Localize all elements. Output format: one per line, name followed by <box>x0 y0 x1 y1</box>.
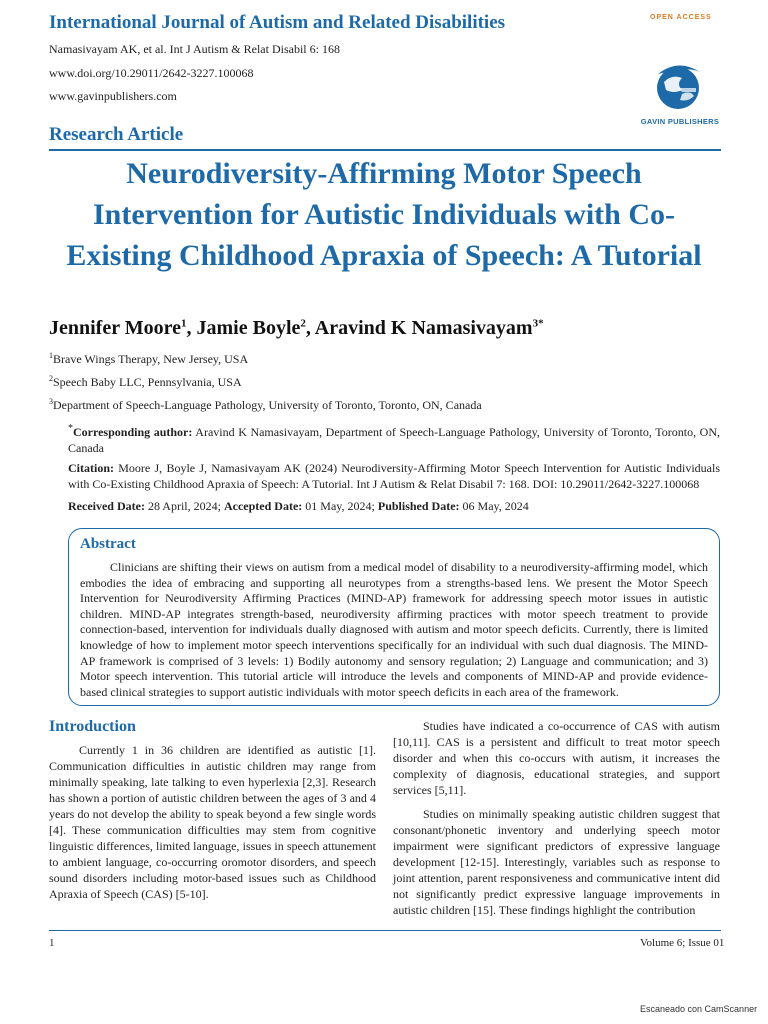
paragraph: Currently 1 in 36 children are identified as autistic [1]. Communication difficulties in autistic children may range from minimally speaking, late talking to even hyperlexia [2,3]. Research has shown a portion of autistic children between the ages of 3 and 4 years do not develop the ability to speak beyond a few single words [4]. These communication difficulties may stem from cognitive linguistic differences, limited language, issues in speech attunement to ambient language, co-occurring oromotor disorders, and speech sound disorders including motor-based issues such as Childhood Apraxia of Speech (CAS) [5-10]. <box>49 743 376 901</box>
author-name: Aravind K Namasivayam <box>314 317 533 339</box>
abstract-text: Clinicians are shifting their views on autism from a medical model of disability to a neurodiversity-affirming model, which embodies the idea of embracing and supporting all neurotypes from a strengths-based lens. We present the Motor Speech Intervention for Neurodiversity Affirming Practices (MIND-AP) framework for addressing speech motor issues in autistic children. MIND-AP integrates strength-based, neurodiversity affirming practices with motor speech treatment to provide connection-based, intervention for individuals dually diagnosed with autism and motor speech deficits. Currently, there is limited knowledge of how to implement motor speech interventions specifically for an individual with such dual diagnosis. The MIND-AP framework is comprised of 3 levels: 1) Bodily autonomy and sensory regulation; 2) Language and communication; and 3) Motor speech intervention. This tutorial article will introduce the levels and components of MIND-AP and provide evidence-based clinical strategies to support autistic individuals with motor speech deficits in each area of the framework. <box>80 560 708 699</box>
affiliation <box>49 397 482 413</box>
article-type: Research Article <box>49 124 184 145</box>
citation-text: Moore J, Boyle J, Namasivayam AK (2024) Neurodiversity-Affirming Motor Speech Intervention for Autistic Individuals with Co-Existing Childhood Apraxia of Speech: A Tutorial. Int J Autism & Relat Disabil 7: 168. DOI: 10.29011/2642-3227.100068 <box>68 461 720 491</box>
author-sup: 1 <box>181 317 187 330</box>
doi-link[interactable]: www.doi.org/10.29011/2642-3227.100068 <box>49 66 254 80</box>
affiliation-sup: 1 <box>49 351 53 360</box>
gavin-publishers-logo-icon <box>652 60 704 112</box>
author-name: Jennifer Moore <box>49 317 182 339</box>
author-sup: 3* <box>532 317 544 330</box>
affiliation <box>49 374 242 390</box>
affiliation-sup: 3 <box>49 397 53 406</box>
page-number: 1 <box>49 937 55 949</box>
author-sep: , <box>186 317 197 339</box>
author-name: Jamie Boyle <box>196 317 301 339</box>
publisher-name: GAVIN PUBLISHERS <box>640 117 720 126</box>
citation-short: Namasivayam AK, et al. Int J Autism & Relat Disabil 6: 168 <box>49 42 340 56</box>
left-column <box>49 742 376 910</box>
corresponding-mark: * <box>68 423 73 434</box>
citation <box>68 460 720 492</box>
volume-issue: Volume 6; Issue 01 <box>640 937 725 949</box>
affiliation-text: Brave Wings Therapy, New Jersey, USA <box>53 352 249 366</box>
journal-name: International Journal of Autism and Related Disabilities <box>49 12 506 33</box>
article-title: Neurodiversity-Affirming Motor Speech Intervention for Autistic Individuals with Co-Existing Childhood Apraxia of Speech: A Tutorial <box>66 157 702 272</box>
accepted-label: Accepted Date: <box>223 499 303 513</box>
website-link[interactable]: www.gavinpublishers.com <box>49 89 177 103</box>
paragraph: Studies on minimally speaking autistic children suggest that consonant/phonetic inventory and underlying speech motor impairment were significant predictors of expressive language development [12-15]. Interestingly, variables such as response to joint attention, parent responsiveness and communicative intent did not significantly predict expressive language improvements in autistic children [15]. These findings highlight the contribution <box>393 807 720 917</box>
corresponding-label: Corresponding author: <box>73 425 193 439</box>
received-date: 28 April, 2024; <box>144 499 224 513</box>
article-dates <box>68 498 720 514</box>
citation-label: Citation: <box>68 461 114 475</box>
abstract-heading: Abstract <box>80 536 136 552</box>
header-divider <box>49 149 721 151</box>
corresponding-author <box>68 421 720 456</box>
corresponding-text: Aravind K Namasivayam, Department of Speech-Language Pathology, University of Toronto, Toronto, ON, Canada <box>68 425 720 455</box>
affiliation <box>49 351 248 367</box>
accepted-date: 01 May, 2024; <box>302 499 378 513</box>
author-list <box>49 317 544 340</box>
received-label: Received Date: <box>68 499 145 513</box>
paragraph: Studies have indicated a co-occurrence of CAS with autism [10,11]. CAS is a persistent and difficult to treat motor speech disorder and when this co-occurs with autism, it increases the complexity of diagnosis, educational strategies, and support services [5,11]. <box>393 719 720 797</box>
published-date: 06 May, 2024 <box>459 499 529 513</box>
author-sup: 2 <box>300 317 306 330</box>
footer-divider <box>49 930 721 931</box>
author-sep: , <box>305 317 315 339</box>
open-access-badge: OPEN ACCESS <box>650 14 712 21</box>
affiliation-text: Department of Speech-Language Pathology, University of Toronto, Toronto, ON, Canada <box>53 398 482 412</box>
right-column <box>393 718 720 926</box>
introduction-heading: Introduction <box>49 718 136 735</box>
scanner-watermark: Escaneado con CamScanner <box>640 1004 758 1014</box>
affiliation-sup: 2 <box>49 374 53 383</box>
affiliation-text: Speech Baby LLC, Pennsylvania, USA <box>53 375 242 389</box>
published-label: Published Date: <box>377 499 460 513</box>
